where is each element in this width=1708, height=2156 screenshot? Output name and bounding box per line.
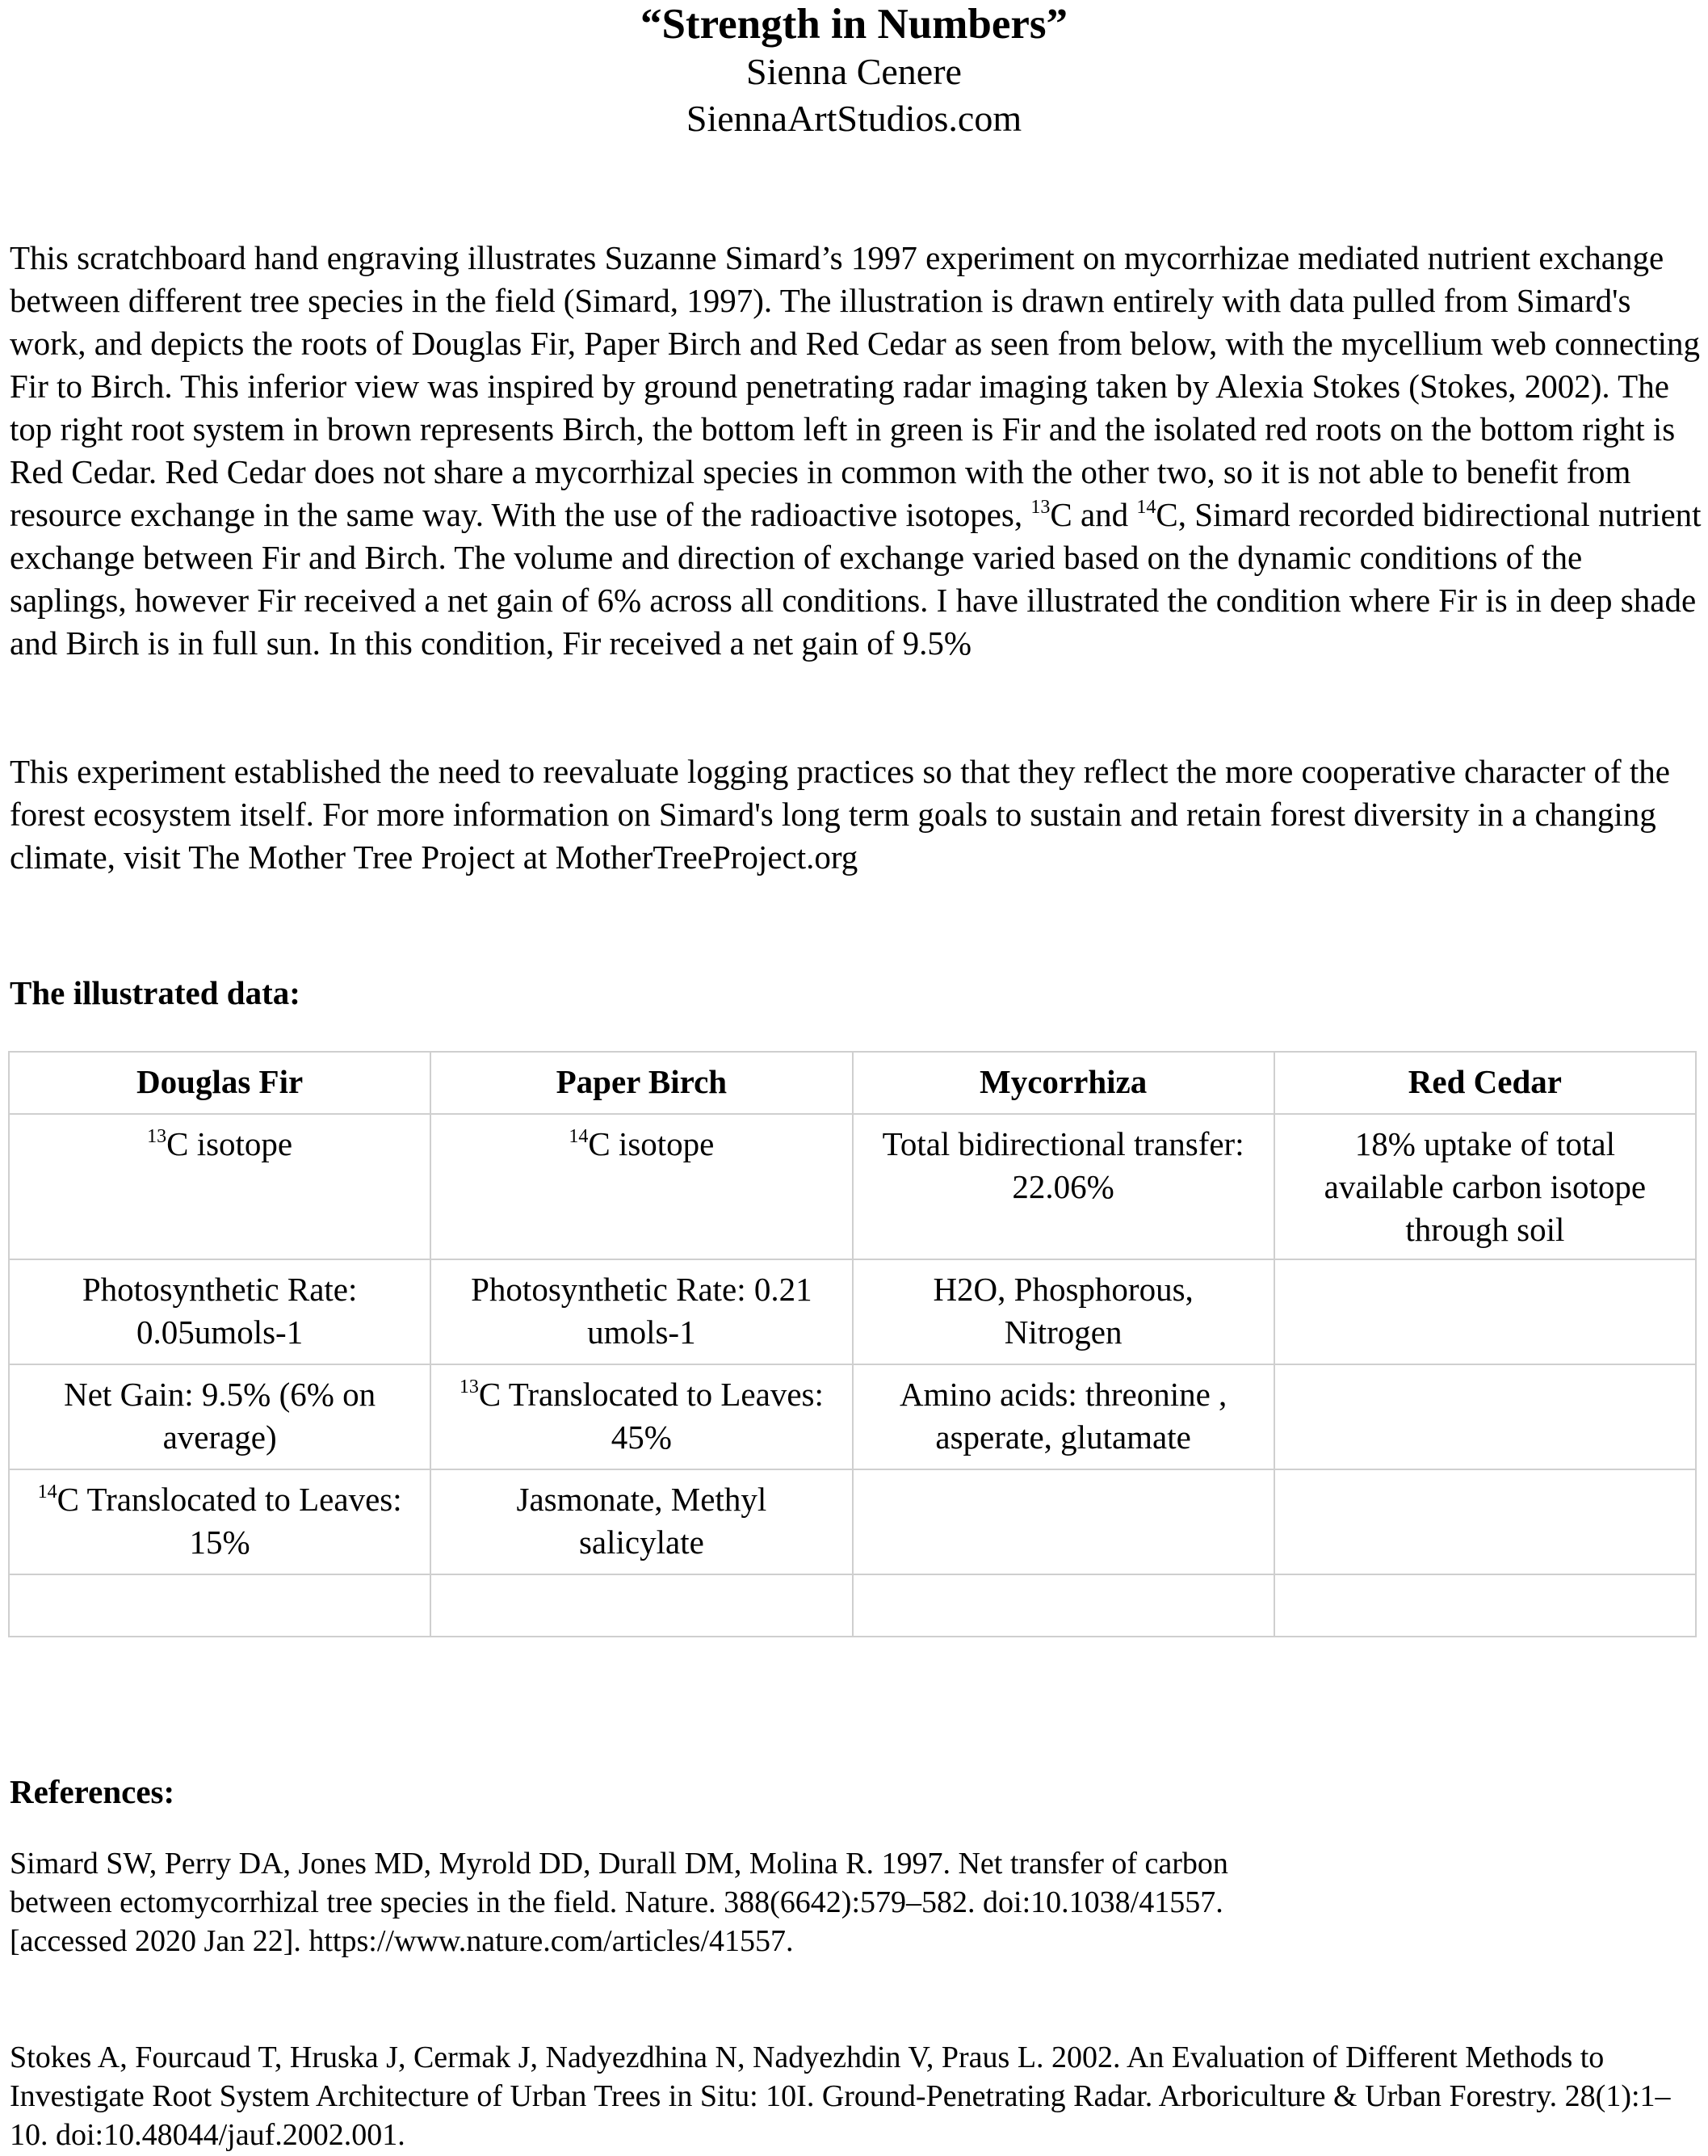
table-cell: Net Gain: 9.5% (6% on average) <box>9 1364 430 1469</box>
table-cell: Photosynthetic Rate: 0.21 umols-1 <box>430 1259 852 1364</box>
isotope-superscript-13: 13 <box>1030 497 1051 518</box>
data-section-heading: The illustrated data: <box>10 974 300 1011</box>
header-red-cedar: Red Cedar <box>1274 1052 1696 1114</box>
table-cell <box>430 1364 852 1469</box>
table-cell: Photosynthetic Rate: 0.05umols-1 <box>9 1259 430 1364</box>
header-douglas-fir: Douglas Fir <box>9 1052 430 1114</box>
cell-text: C isotope <box>166 1125 293 1162</box>
table-cell <box>9 1114 430 1259</box>
illustrated-data-table <box>8 1051 1697 1637</box>
table-cell: H2O, Phosphorous, Nitrogen <box>853 1259 1274 1364</box>
references-heading: References: <box>10 1773 175 1810</box>
table-cell <box>9 1574 430 1637</box>
table-cell <box>1274 1364 1696 1469</box>
table-row <box>9 1469 1696 1574</box>
cell-text: C isotope <box>588 1125 715 1162</box>
cell-text: C Translocated to Leaves: 15% <box>57 1481 402 1561</box>
author-name: Sienna Cenere <box>746 51 962 92</box>
header-mycorrhiza: Mycorrhiza <box>853 1052 1274 1114</box>
table-cell <box>430 1114 852 1259</box>
intro-paragraph-2: This experiment established the need to reevaluate logging practices so that they reflect the more cooperative character of the forest ecosystem itself. For more information on Simard's long term goals to sustain and retain forest diversity in a changing climate, visit The Mother Tree Project at MotherTreeProject.org <box>10 753 1670 876</box>
table-cell <box>853 1469 1274 1574</box>
table-cell <box>430 1574 852 1637</box>
header-paper-birch: Paper Birch <box>430 1052 852 1114</box>
table-cell: 18% uptake of total available carbon isotope through soil <box>1274 1114 1696 1259</box>
reference-stokes: Stokes A, Fourcaud T, Hruska J, Cermak J, Nadyezdhina N, Nadyezhdin V, Praus L. 2002. An Evaluation of Different Methods to Investigate Root System Architecture of Urban Trees in Situ: 10I. Ground-Penetrating Radar. Arboriculture & Urban Forestry. 28(1):1–10. doi:10.48044/jauf.2002.001. <box>10 2040 1671 2152</box>
table-row <box>9 1364 1696 1469</box>
document-title: “Strength in Numbers” <box>640 1 1068 48</box>
table-cell: Jasmonate, Methyl salicylate <box>430 1469 852 1574</box>
intro-text-part-2: C and <box>1050 496 1137 533</box>
table-row <box>9 1114 1696 1259</box>
table-cell <box>9 1469 430 1574</box>
intro-text-part-1: This scratchboard hand engraving illustrates Suzanne Simard’s 1997 experiment on mycorrhizae mediated nutrient exchange between different tree species in the field (Simard, 1997). The illustration is drawn entirely with data pulled from Simard's work, and depicts the roots of Douglas Fir, Paper Birch and Red Cedar as seen from below, with the mycellium web connecting Fir to Birch. This inferior view was inspired by ground penetrating radar imaging taken by Alexia Stokes (Stokes, 2002). The top right root system in brown represents Birch, the bottom left in green is Fir and the isolated red roots on the bottom right is Red Cedar. Red Cedar does not share a mycorrhizal species in common with the other two, so it is not able to benefit from resource exchange in the same way. With the use of the radioactive isotopes, <box>10 239 1701 533</box>
table-row <box>9 1259 1696 1364</box>
table-cell <box>853 1574 1274 1637</box>
cell-superscript: 13 <box>147 1126 167 1147</box>
table-cell <box>1274 1574 1696 1637</box>
isotope-superscript-14: 14 <box>1136 497 1156 518</box>
table-cell: Total bidirectional transfer: 22.06% <box>853 1114 1274 1259</box>
table-header-row <box>9 1052 1696 1114</box>
document-header <box>0 0 1708 142</box>
intro-paragraph-1 <box>10 237 1702 665</box>
table-row-empty <box>9 1574 1696 1637</box>
reference-simard: Simard SW, Perry DA, Jones MD, Myrold DD, Durall DM, Molina R. 1997. Net transfer of carbon between ectomycorrhizal tree species in the field. Nature. 388(6642):579–582. doi:10.1038/41557. [accessed 2020 Jan 22]. https://www.nature.com/articles/41557. <box>10 1847 1228 1958</box>
table-cell <box>1274 1259 1696 1364</box>
cell-superscript: 13 <box>459 1376 479 1397</box>
table-cell <box>1274 1469 1696 1574</box>
cell-superscript: 14 <box>569 1126 589 1147</box>
author-website: SiennaArtStudios.com <box>686 98 1022 139</box>
cell-text: C Translocated to Leaves: 45% <box>478 1376 824 1456</box>
intro-text-part-3: C, Simard recorded bidirectional nutrient exchange between Fir and Birch. The volume and direction of exchange varied based on the dynamic conditions of the saplings, however Fir received a net gain of 6% across all conditions. I have illustrated the condition where Fir is in deep shade and Birch is in full sun. In this condition, Fir received a net gain of 9.5% <box>10 496 1702 662</box>
table-cell: Amino acids: threonine , asperate, glutamate <box>853 1364 1274 1469</box>
cell-superscript: 14 <box>37 1481 57 1502</box>
